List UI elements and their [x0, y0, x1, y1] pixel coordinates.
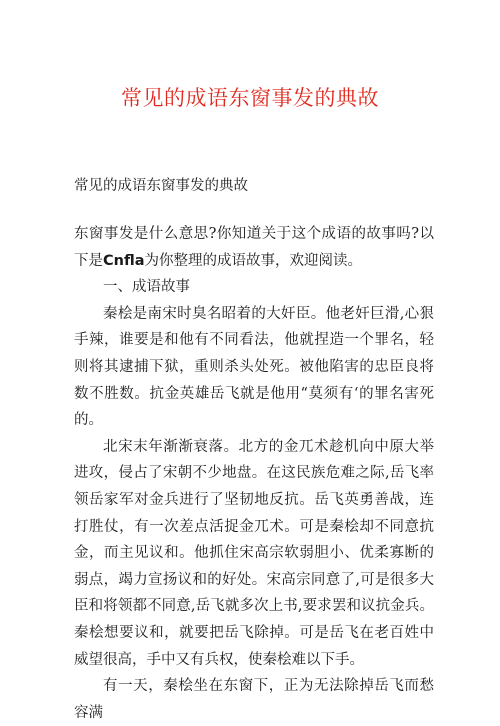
intro-brand: Cnfla	[103, 252, 145, 269]
intro-paragraph	[74, 221, 434, 274]
document-body	[74, 221, 434, 726]
story-paragraph-2: 北宋末年渐渐衰落。北方的金兀术趁机向中原大举进攻，侵占了宋朝不少地盘。在这民族危难之际,岳飞率领岳家军对金兵进行了坚韧地反抗。岳飞英勇善战，连打胜仗，有一次差点活捉金兀术。可是秦桧却不同意抗金，而主见议和。他抓住宋高宗软弱胆小、优柔寡断的弱点，竭力宣扬议和的好处。宋高宗同意了,可是很多大臣和将领都不同意,岳飞就多次上书,要求罢和议抗金兵。秦桧想要议和，就要把岳飞除掉。可是岳飞在老百姓中威望很高，手中又有兵权，使秦桧难以下手。	[74, 438, 434, 668]
story-paragraph-3: 有一天，秦桧坐在东窗下，正为无法除掉岳飞而愁容满	[74, 678, 434, 721]
intro-text-1: 东窗事发是什么意思?你知道关于这个成语的故事吗?以下是	[74, 226, 434, 269]
document-subtitle: 常见的成语东窗事发的典故	[74, 178, 248, 194]
story-paragraph-1: 秦桧是南宋时臭名昭着的大奸臣。他老奸巨滑,心狠手辣，谁要是和他有不同看法，他就捏造一个罪名，轻则将其逮捕下狱，重则杀头处死。被他陷害的忠臣良将数不胜数。抗金英雄岳飞就是他用“莫须有‘的罪名害死的。	[74, 305, 434, 429]
document-title: 常见的成语东窗事发的典故	[121, 86, 379, 110]
intro-text-2: 为你整理的成语故事，欢迎阅读。	[144, 252, 362, 269]
section-heading: 一、成语故事	[103, 279, 190, 296]
